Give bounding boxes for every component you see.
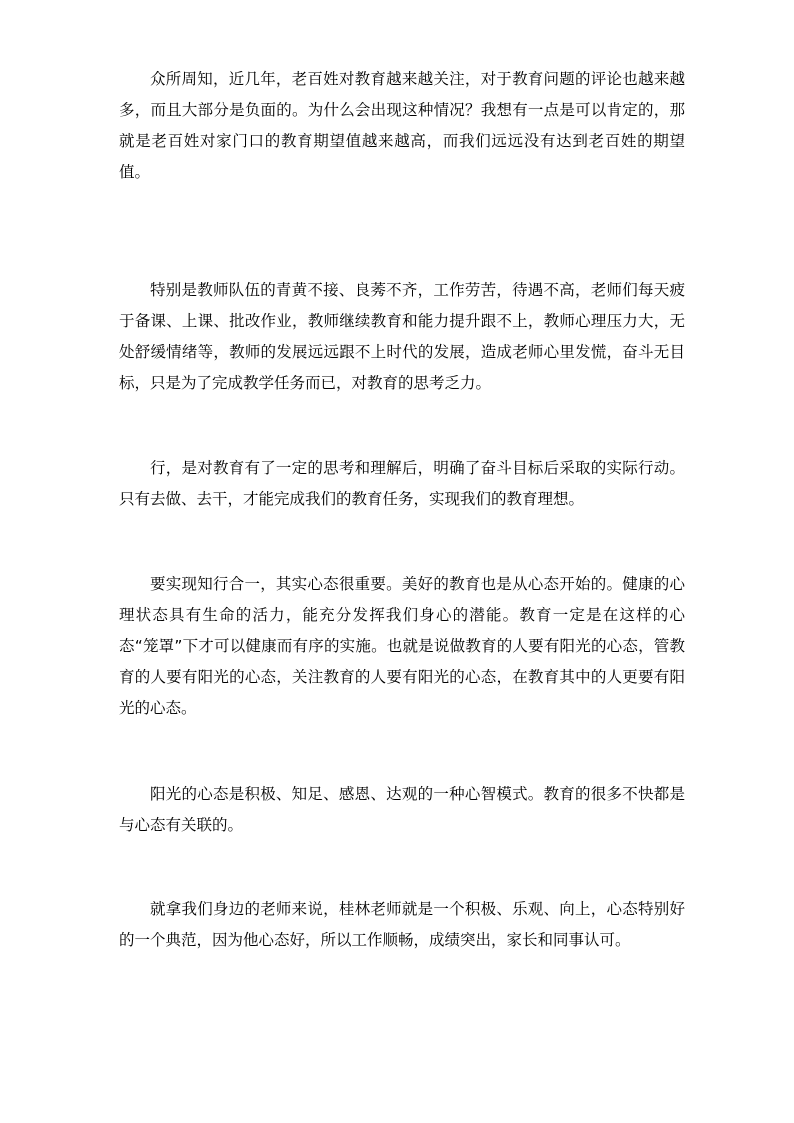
paragraph-6: 就拿我们身边的老师来说，桂林老师就是一个积极、乐观、向上，心态特别好的一个典范，因为他心态好，所以工作顺畅，成绩突出，家长和同事认可。 <box>119 900 685 949</box>
paragraph-2: 特别是教师队伍的青黄不接、良莠不齐，工作劳苦，待遇不高，老师们每天疲于备课、上课、批改作业，教师继续教育和能力提升跟不上，教师心理压力大，无处舒缓情绪等，教师的发展远远跟不上时代的发展，造成老师心里发慌，奋斗无目标，只是为了完成教学任务而已，对教育的思考乏力。 <box>119 281 685 392</box>
paragraph-4: 要实现知行合一，其实心态很重要。美好的教育也是从心态开始的。健康的心理状态具有生命的活力，能充分发挥我们身心的潜能。教育一定是在这样的心态“笼罩”下才可以健康而有序的实施。也就是说做教育的人要有阳光的心态，管教育的人要有阳光的心态，关注教育的人要有阳光的心态，在教育其中的人更要有阳光的心态。 <box>119 575 685 717</box>
paragraph-5: 阳光的心态是积极、知足、感恩、达观的一种心智模式。教育的很多不快都是与心态有关联的。 <box>119 785 685 834</box>
paragraph-3: 行，是对教育有了一定的思考和理解后，明确了奋斗目标后采取的实际行动。只有去做、去干，才能完成我们的教育任务，实现我们的教育理想。 <box>119 459 685 508</box>
paragraph-1: 众所周知，近几年，老百姓对教育越来越关注，对于教育问题的评论也越来越多，而且大部分是负面的。为什么会出现这种情况？我想有一点是可以肯定的，那就是老百姓对家门口的教育期望值越来越高，而我们远远没有达到老百姓的期望值。 <box>119 70 685 181</box>
